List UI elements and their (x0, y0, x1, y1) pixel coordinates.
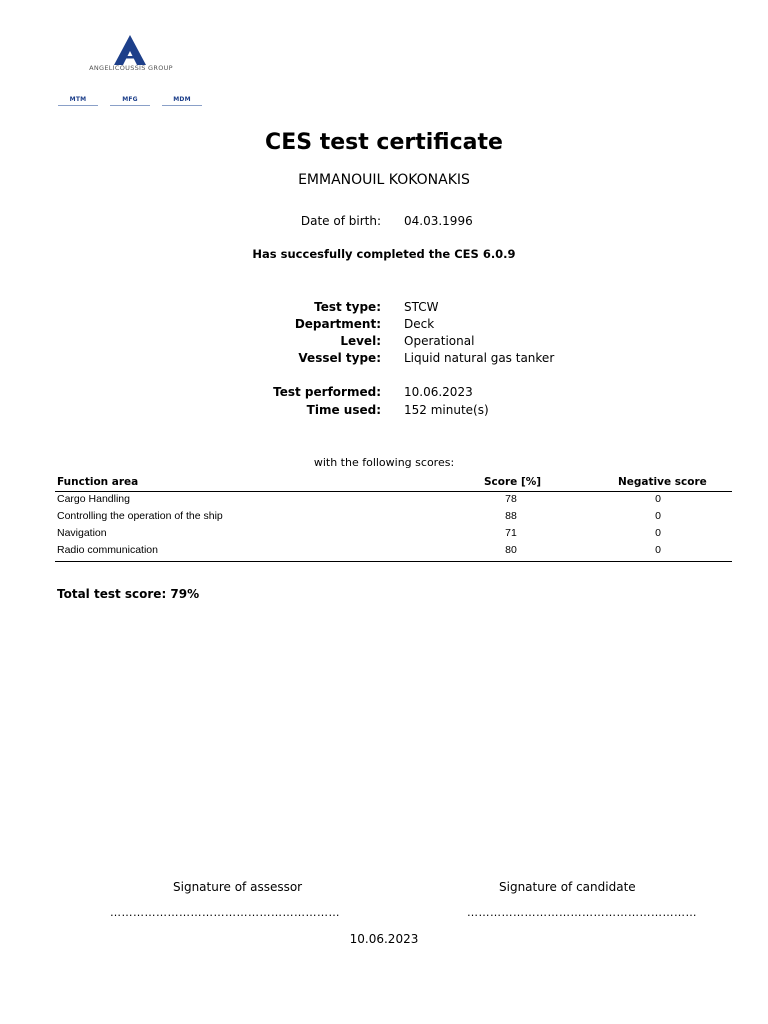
negative-score-cell: 0 (655, 544, 661, 556)
mfg-logo (110, 96, 150, 106)
test-performed-label: Test performed: (273, 385, 381, 399)
level-label: Level: (340, 334, 381, 348)
scores-table (55, 476, 732, 562)
column-header-score: Score [%] (484, 476, 542, 488)
score-cell: 80 (505, 544, 517, 556)
test-type-value: STCW (404, 300, 439, 314)
test-performed-value: 10.06.2023 (404, 385, 473, 399)
brand-name: ANGELICOUSSIS GROUP (89, 64, 173, 72)
candidate-signature-line: …………………………………………………… (467, 906, 697, 919)
test-type-label: Test type: (314, 300, 381, 314)
column-header-negative-score: Negative score (618, 476, 707, 488)
completion-statement: Has succesfully completed the CES 6.0.9 (252, 247, 516, 261)
assessor-signature-label: Signature of assessor (173, 880, 303, 894)
department-label: Department: (294, 317, 381, 331)
score-cell: 78 (505, 493, 517, 505)
function-area-cell: Controlling the operation of the ship (57, 510, 223, 522)
mtm-logo-text: MTM (69, 96, 87, 103)
department-value: Deck (404, 317, 435, 331)
function-area-cell: Cargo Handling (57, 493, 130, 505)
table-row (55, 543, 732, 560)
mtm-logo (58, 96, 98, 106)
page-title: CES test certificate (265, 130, 503, 155)
table-row (55, 526, 732, 543)
dob-value: 04.03.1996 (404, 214, 473, 228)
table-row (55, 492, 732, 509)
negative-score-cell: 0 (655, 527, 661, 539)
assessor-signature-line: …………………………………………………… (110, 906, 340, 919)
time-used-value: 152 minute(s) (404, 403, 489, 417)
vessel-type-label: Vessel type: (298, 351, 381, 365)
mfg-logo-text: MFG (122, 96, 138, 103)
time-used-label: Time used: (306, 403, 381, 417)
mdm-logo (162, 96, 202, 106)
score-cell: 71 (505, 527, 517, 539)
column-header-function-area: Function area (57, 476, 139, 488)
negative-score-cell: 0 (655, 493, 661, 505)
candidate-name: EMMANOUIL KOKONAKIS (298, 172, 470, 188)
total-test-score: Total test score: 79% (57, 587, 200, 601)
function-area-cell: Radio communication (57, 544, 158, 556)
vessel-type-value: Liquid natural gas tanker (404, 351, 555, 365)
negative-score-cell: 0 (655, 510, 661, 522)
mdm-logo-text: MDM (173, 96, 191, 103)
scores-intro: with the following scores: (313, 456, 455, 469)
score-cell: 88 (505, 510, 517, 522)
dob-label: Date of birth: (300, 214, 381, 228)
signature-date: 10.06.2023 (349, 932, 419, 946)
table-bottom-rule (55, 561, 732, 562)
angelicoussis-logo-icon (112, 34, 148, 66)
function-area-cell: Navigation (57, 527, 107, 539)
table-header (55, 476, 732, 492)
level-value: Operational (404, 334, 475, 348)
table-row (55, 509, 732, 526)
candidate-signature-label: Signature of candidate (499, 880, 636, 894)
